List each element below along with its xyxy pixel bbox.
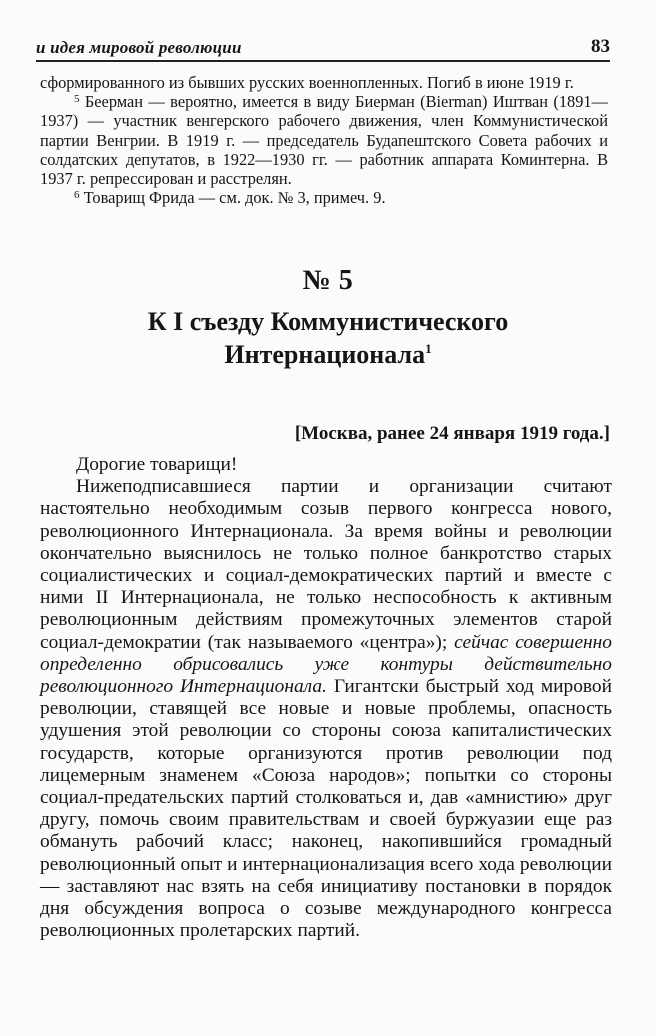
footnote-4-continuation: сформированного из бывших русских военнопленных. Погиб в июне 1919 г. (40, 73, 574, 92)
paragraph-italic-emphasis: сейчас совершенно определенно обрисовались уже контуры действительно революционного Интернационала. (40, 631, 612, 698)
document-title (60, 305, 596, 371)
footnote-5 (40, 92, 608, 188)
document-dateline: [Москва, ранее 24 января 1919 года.] (294, 423, 610, 444)
document-number: № 5 (302, 265, 354, 296)
document-title-text: К I съезду Коммунистического Интернационала (147, 307, 509, 369)
paragraph-text-end: Гигантски быстрый ход мировой революции, ставящей все новые и новые проблемы, опасность удушения этой революции со стороны союза капиталистических государств, которые организуются против революции под лицемерным знаменем «Союза народов»; попытки со стороны социал-предательских партий столковаться и, дав «амнистию» друг другу, помочь своим правительствам и своей буржуазии еще раз обмануть рабочий класс; наконец, накопившийся громадный революционный опыт и интернационализация всего хода революции — заставляют нас взять на себя инициативу постановки в порядок дня обсуждения вопроса о созыве международного конгресса революционных пролетарских партий. (40, 676, 612, 942)
main-paragraph (40, 476, 612, 942)
header-rule (36, 60, 610, 62)
salutation: Дорогие товарищи! (76, 454, 238, 475)
document-body (40, 454, 612, 942)
footnote-6-number: 6 (74, 189, 80, 202)
footnote-5-number: 5 (74, 93, 80, 106)
paragraph-text-start: Нижеподписавшиеся партии и организации считают настоятельно необходимым созыв первого конгресса нового, революционного Интернационала. За время войны и революции окончательно выяснилось не только полное банкротство старых социалистических и социал-демократических партий и вместе с ними II Интернационала, не только неспособность к активным революционным действиям промежуточных элементов старой социал-демократии (так называемого «центра»); (40, 476, 612, 653)
page-header (36, 36, 610, 62)
footnotes-block (40, 73, 608, 207)
page-number: 83 (591, 36, 610, 57)
footnote-6-text: Товарищ Фрида — см. док. № 3, примеч. 9. (79, 188, 386, 208)
footnote-6 (40, 188, 608, 207)
footnote-5-text: Беерман — вероятно, имеется в виду Биерман (Bierman) Иштван (1891—1937) — участник венгерского рабочего движения, член Коммунистической партии Венгрии. В 1919 г. — председатель Будапештского Совета рабочих и солдатских депутатов, в 1922—1930 гг. — работник аппарата Коминтерна. В 1937 г. репрессирован и расстрелян. (40, 92, 608, 189)
running-head: и идея мировой революции (36, 38, 242, 57)
title-footnote-marker: 1 (425, 341, 432, 356)
